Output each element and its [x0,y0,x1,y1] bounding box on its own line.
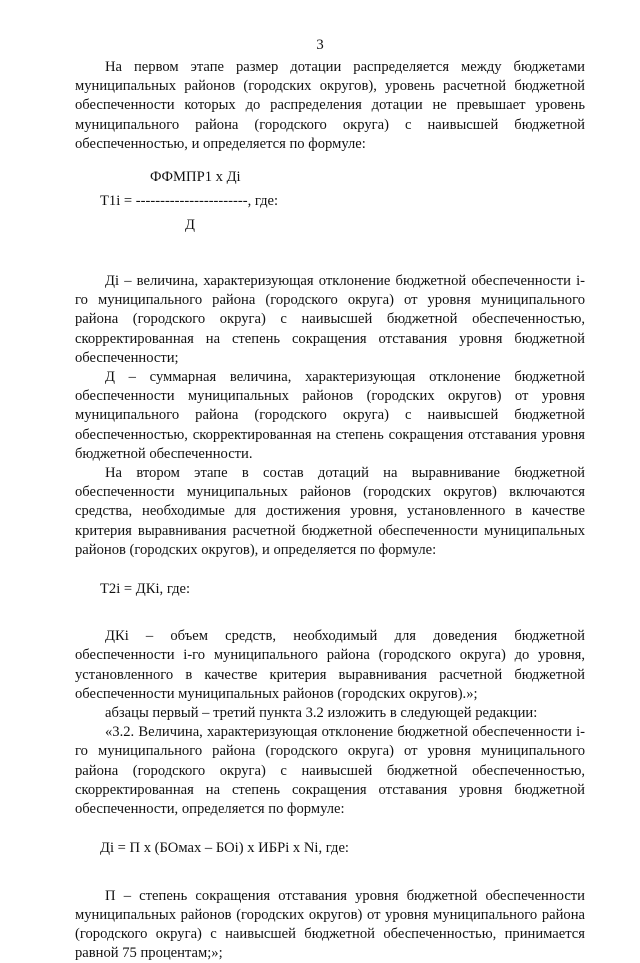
definition-d: Д – суммарная величина, характеризующая отклонение бюджетной обеспеченности муниципальных районов (городских округов) от уровня муниципального района (городского округа) с наивысшей бюджетной обеспеченностью, скорректированная на степень сокращения отставания уровня бюджетной обеспеченности. [75,368,585,464]
formula-t1-line: Т1i = -----------------------, где: [100,192,278,211]
definition-di: Дi – величина, характеризующая отклонение бюджетной обеспеченности i-го муниципального района (городского округа) от уровня муниципального района (городского округа) с наивысшей бюджетной обеспеченностью, скорректированная на степень сокращения отставания уровня бюджетной обеспеченности; [75,272,585,368]
paragraph-stage-one: На первом этапе размер дотации распределяется между бюджетами муниципальных районов (городских округов), уровень расчетной бюджетной обеспеченности которых до распределения дотации не превышает уровень муниципального района (городского округа) с наивысшей бюджетной обеспеченностью, и определяется по формуле: [75,58,585,154]
formula-t1-denominator: Д [185,216,195,235]
formula-di: Дi = П х (БОмах – БОi) х ИБРi х Ni, где: [100,839,585,858]
page-number: 3 [0,37,640,54]
document-body [75,58,585,963]
definition-dki: ДКi – объем средств, необходимый для доведения бюджетной обеспеченности i-го муниципального района (городского округа) до уровня, установленного в качестве критерия выравнивания расчетной бюджетной обеспеченности муниципальных районов (городских округов).»; [75,627,585,704]
formula-t1-numerator: ФФМПР1 х Дi [150,168,241,187]
paragraph-stage-two: На втором этапе в состав дотаций на выравнивание бюджетной обеспеченности муниципальных районов (городских округов) включаются средства, необходимые для достижения уровня, установленного в качестве критерия выравнивания расчетной бюджетной обеспеченности муниципальных районов (городских округов), и определяется по формуле: [75,464,585,560]
paragraph-section-3-2: «3.2. Величина, характеризующая отклонение бюджетной обеспеченности i-го муниципального района (городского округа) от уровня муниципального района (городского округа) с наивысшей бюджетной обеспеченностью, скорректированная на степень сокращения отставания уровня бюджетной обеспеченности, определяется по формуле: [75,723,585,819]
formula-t1 [75,168,585,244]
definition-p: П – степень сокращения отставания уровня бюджетной обеспеченности муниципальных районов (городских округов) от уровня муниципального района (городского округа) с наивысшей бюджетной обеспеченностью, принимается равной 75 процентам;»; [75,887,585,963]
paragraph-amendment: абзацы первый – третий пункта 3.2 изложить в следующей редакции: [75,704,585,723]
formula-t2: Т2i = ДКi, где: [100,580,585,599]
